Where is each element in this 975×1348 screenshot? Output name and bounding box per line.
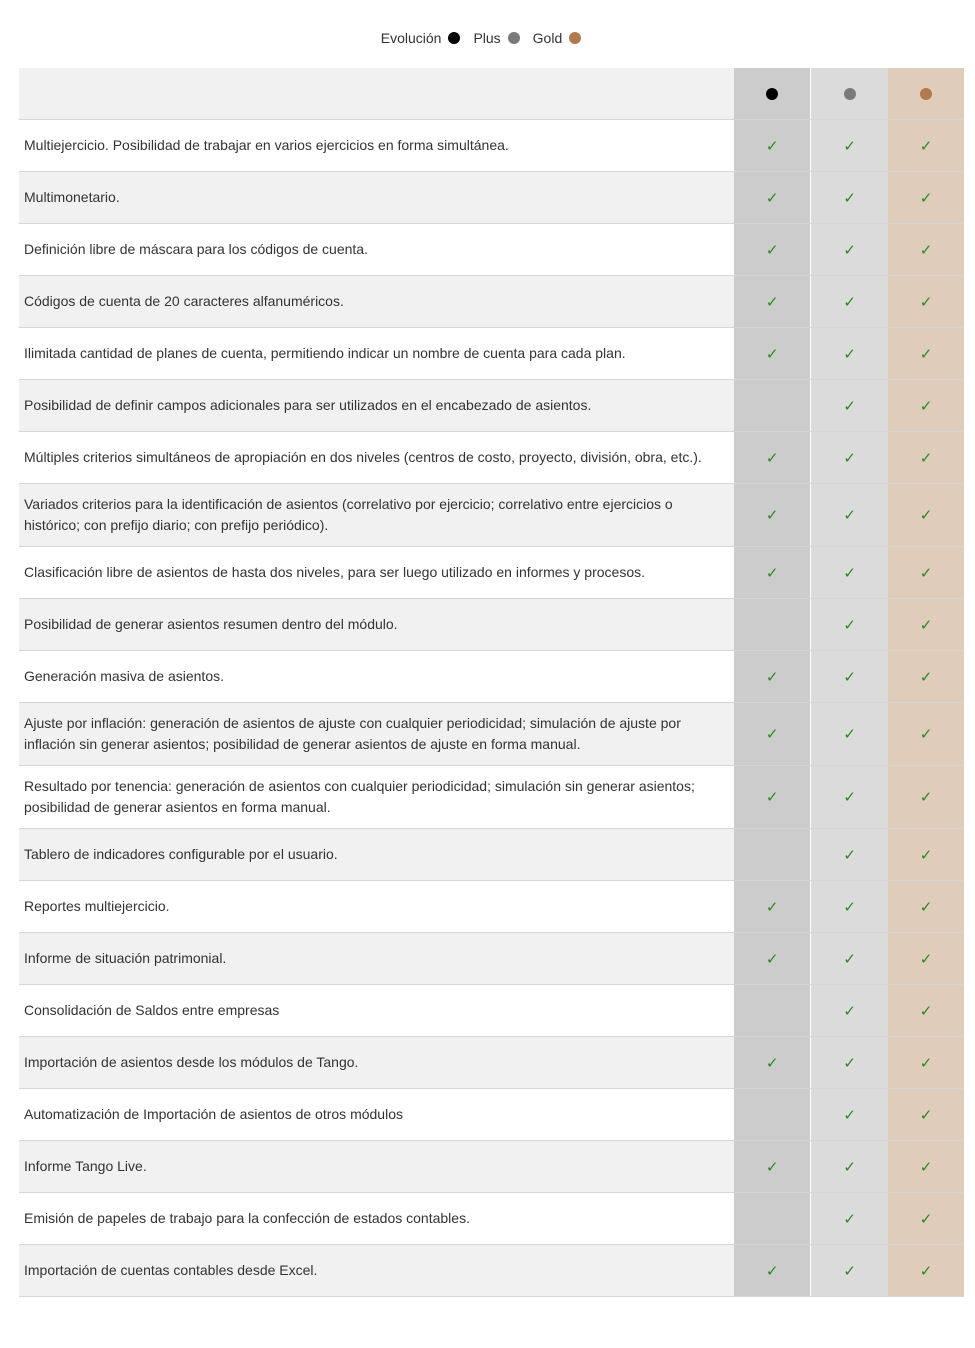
check-icon: ✓ <box>765 789 779 806</box>
comparison-table <box>19 68 964 1297</box>
table-row <box>19 547 964 599</box>
gold-cell <box>888 1141 964 1192</box>
evolucion-cell <box>734 985 810 1036</box>
check-icon: ✓ <box>843 397 856 415</box>
plus-cell <box>811 328 888 379</box>
check-icon: ✓ <box>843 846 856 864</box>
gold-cell <box>888 276 964 327</box>
check-icon: ✓ <box>765 564 779 582</box>
check-icon: ✓ <box>765 293 779 311</box>
table-row <box>19 276 964 328</box>
gold-cell <box>888 933 964 984</box>
plus-cell <box>811 599 888 650</box>
feature-text: Códigos de cuenta de 20 caracteres alfanuméricos. <box>19 276 734 327</box>
table-row <box>19 380 964 432</box>
plus-cell <box>811 1193 888 1244</box>
evolucion-cell <box>734 276 810 327</box>
check-icon: ✓ <box>843 189 856 207</box>
check-icon: ✓ <box>919 1002 933 1020</box>
header-plus-cell <box>811 68 888 119</box>
evolucion-cell <box>734 651 810 702</box>
check-icon: ✓ <box>919 789 933 806</box>
gold-cell <box>888 432 964 483</box>
check-icon: ✓ <box>843 241 856 259</box>
table-row <box>19 881 964 933</box>
check-icon: ✓ <box>765 726 779 743</box>
table-row <box>19 1193 964 1245</box>
evolucion-cell <box>734 703 810 765</box>
check-icon: ✓ <box>765 1262 779 1280</box>
evolucion-cell <box>734 484 810 546</box>
plus-cell <box>811 432 888 483</box>
check-icon: ✓ <box>765 137 779 155</box>
table-row <box>19 120 964 172</box>
plus-cell <box>811 881 888 932</box>
legend-dot-icon <box>569 32 581 44</box>
feature-text: Multiejercicio. Posibilidad de trabajar en varios ejercicios en forma simultánea. <box>19 120 734 171</box>
table-row <box>19 1141 964 1193</box>
feature-text: Ajuste por inflación: generación de asientos de ajuste con cualquier periodicidad; simulación de ajuste por inflación sin generar asientos; posibilidad de generar asientos de ajuste en forma manual. <box>19 703 734 765</box>
gold-cell <box>888 1089 964 1140</box>
check-icon: ✓ <box>843 616 856 634</box>
table-row <box>19 1089 964 1141</box>
plus-cell <box>811 172 888 223</box>
check-icon: ✓ <box>843 950 856 968</box>
gold-cell <box>888 1245 964 1296</box>
gold-cell <box>888 484 964 546</box>
evolucion-cell <box>734 1193 810 1244</box>
check-icon: ✓ <box>919 1210 933 1228</box>
legend-label: Plus <box>473 30 501 46</box>
check-icon: ✓ <box>919 1158 933 1176</box>
gold-cell <box>888 547 964 598</box>
check-icon: ✓ <box>919 137 933 155</box>
feature-text: Importación de cuentas contables desde Excel. <box>19 1245 734 1296</box>
table-row <box>19 985 964 1037</box>
gold-cell <box>888 1193 964 1244</box>
evolucion-cell <box>734 599 810 650</box>
check-icon: ✓ <box>919 616 933 634</box>
plus-cell <box>811 380 888 431</box>
check-icon: ✓ <box>919 345 933 363</box>
gold-cell <box>888 703 964 765</box>
gold-cell <box>888 599 964 650</box>
gold-cell <box>888 120 964 171</box>
table-row <box>19 1037 964 1089</box>
feature-text: Generación masiva de asientos. <box>19 651 734 702</box>
plus-cell <box>811 766 888 828</box>
gold-cell <box>888 380 964 431</box>
check-icon: ✓ <box>765 449 779 467</box>
check-icon: ✓ <box>843 898 856 916</box>
check-icon: ✓ <box>843 449 856 467</box>
check-icon: ✓ <box>919 293 933 311</box>
evolucion-cell <box>734 120 810 171</box>
evolucion-cell <box>734 829 810 880</box>
gold-cell <box>888 651 964 702</box>
feature-text: Clasificación libre de asientos de hasta dos niveles, para ser luego utilizado en informes y procesos. <box>19 547 734 598</box>
feature-text: Definición libre de máscara para los códigos de cuenta. <box>19 224 734 275</box>
check-icon: ✓ <box>919 846 933 864</box>
table-row <box>19 484 964 547</box>
table-row <box>19 599 964 651</box>
table-row <box>19 766 964 829</box>
evolucion-cell <box>734 432 810 483</box>
table-row <box>19 933 964 985</box>
evolucion-cell <box>734 766 810 828</box>
feature-text: Ilimitada cantidad de planes de cuenta, permitiendo indicar un nombre de cuenta para cada plan. <box>19 328 734 379</box>
check-icon: ✓ <box>765 898 779 916</box>
feature-text: Multimonetario. <box>19 172 734 223</box>
check-icon: ✓ <box>919 726 933 743</box>
feature-text: Múltiples criterios simultáneos de apropiación en dos niveles (centros de costo, proyecto, división, obra, etc.). <box>19 432 734 483</box>
gold-cell <box>888 328 964 379</box>
check-icon: ✓ <box>843 293 856 311</box>
feature-text: Reportes multiejercicio. <box>19 881 734 932</box>
check-icon: ✓ <box>843 564 856 582</box>
table-row <box>19 703 964 766</box>
evolucion-cell <box>734 547 810 598</box>
check-icon: ✓ <box>919 397 933 415</box>
evolucion-dot-icon <box>766 88 778 100</box>
plus-cell <box>811 120 888 171</box>
gold-cell <box>888 985 964 1036</box>
plus-cell <box>811 276 888 327</box>
check-icon: ✓ <box>919 668 933 686</box>
plus-cell <box>811 224 888 275</box>
check-icon: ✓ <box>919 507 933 524</box>
check-icon: ✓ <box>843 789 856 806</box>
legend-dot-icon <box>508 32 520 44</box>
evolucion-cell <box>734 1141 810 1192</box>
plus-cell <box>811 829 888 880</box>
plus-cell <box>811 1089 888 1140</box>
evolucion-cell <box>734 172 810 223</box>
check-icon: ✓ <box>919 564 933 582</box>
gold-cell <box>888 1037 964 1088</box>
evolucion-cell <box>734 224 810 275</box>
plus-cell <box>811 1245 888 1296</box>
table-row <box>19 432 964 484</box>
gold-cell <box>888 766 964 828</box>
plus-cell <box>811 985 888 1036</box>
feature-text: Informe de situación patrimonial. <box>19 933 734 984</box>
feature-text: Posibilidad de generar asientos resumen dentro del módulo. <box>19 599 734 650</box>
feature-text: Tablero de indicadores configurable por el usuario. <box>19 829 734 880</box>
plus-cell <box>811 484 888 546</box>
table-row <box>19 1245 964 1297</box>
check-icon: ✓ <box>919 1262 933 1280</box>
table-header-row <box>19 68 964 120</box>
legend-label: Evolución <box>380 30 442 46</box>
table-row <box>19 328 964 380</box>
check-icon: ✓ <box>765 1054 779 1072</box>
evolucion-cell <box>734 328 810 379</box>
check-icon: ✓ <box>919 898 933 916</box>
plus-cell <box>811 651 888 702</box>
evolucion-cell <box>734 881 810 932</box>
check-icon: ✓ <box>843 1054 856 1072</box>
evolucion-cell <box>734 1037 810 1088</box>
check-icon: ✓ <box>843 137 856 155</box>
plus-dot-icon <box>844 88 856 100</box>
gold-cell <box>888 172 964 223</box>
check-icon: ✓ <box>765 950 779 968</box>
evolucion-cell <box>734 1089 810 1140</box>
plus-cell <box>811 703 888 765</box>
evolucion-cell <box>734 380 810 431</box>
legend-item <box>533 30 595 46</box>
legend <box>0 27 975 49</box>
check-icon: ✓ <box>919 449 933 467</box>
check-icon: ✓ <box>843 1106 856 1124</box>
legend-label: Gold <box>532 30 563 46</box>
check-icon: ✓ <box>765 189 779 207</box>
check-icon: ✓ <box>765 1158 779 1176</box>
check-icon: ✓ <box>765 241 779 259</box>
gold-cell <box>888 224 964 275</box>
feature-text: Informe Tango Live. <box>19 1141 734 1192</box>
gold-cell <box>888 829 964 880</box>
feature-text: Variados criterios para la identificación de asientos (correlativo por ejercicio; correlativo entre ejercicios o histórico; con prefijo diario; con prefijo periódico). <box>19 484 734 546</box>
check-icon: ✓ <box>843 1210 856 1228</box>
header-feature-cell <box>19 68 734 119</box>
legend-item <box>381 30 474 46</box>
check-icon: ✓ <box>919 241 933 259</box>
feature-text: Posibilidad de definir campos adicionales para ser utilizados en el encabezado de asientos. <box>19 380 734 431</box>
header-gold-cell <box>888 68 964 119</box>
feature-text: Consolidación de Saldos entre empresas <box>19 985 734 1036</box>
legend-dot-icon <box>448 32 460 44</box>
gold-dot-icon <box>920 88 932 100</box>
plus-cell <box>811 547 888 598</box>
check-icon: ✓ <box>843 726 856 743</box>
check-icon: ✓ <box>919 1054 933 1072</box>
check-icon: ✓ <box>843 1158 856 1176</box>
plus-cell <box>811 933 888 984</box>
table-row <box>19 224 964 276</box>
evolucion-cell <box>734 1245 810 1296</box>
check-icon: ✓ <box>843 1262 856 1280</box>
plus-cell <box>811 1037 888 1088</box>
feature-text: Emisión de papeles de trabajo para la confección de estados contables. <box>19 1193 734 1244</box>
check-icon: ✓ <box>765 507 779 524</box>
legend-item <box>473 30 532 46</box>
table-row <box>19 172 964 224</box>
check-icon: ✓ <box>765 345 779 363</box>
check-icon: ✓ <box>919 950 933 968</box>
check-icon: ✓ <box>843 345 856 363</box>
plus-cell <box>811 1141 888 1192</box>
check-icon: ✓ <box>843 1002 856 1020</box>
table-row <box>19 829 964 881</box>
check-icon: ✓ <box>765 668 779 686</box>
feature-text: Automatización de Importación de asientos de otros módulos <box>19 1089 734 1140</box>
feature-text: Resultado por tenencia: generación de asientos con cualquier periodicidad; simulación sin generar asientos; posibilidad de generar asientos en forma manual. <box>19 766 734 828</box>
evolucion-cell <box>734 933 810 984</box>
gold-cell <box>888 881 964 932</box>
check-icon: ✓ <box>919 189 933 207</box>
check-icon: ✓ <box>919 1106 933 1124</box>
check-icon: ✓ <box>843 507 856 524</box>
check-icon: ✓ <box>843 668 856 686</box>
table-row <box>19 651 964 703</box>
feature-text: Importación de asientos desde los módulos de Tango. <box>19 1037 734 1088</box>
header-evolucion-cell <box>734 68 810 119</box>
